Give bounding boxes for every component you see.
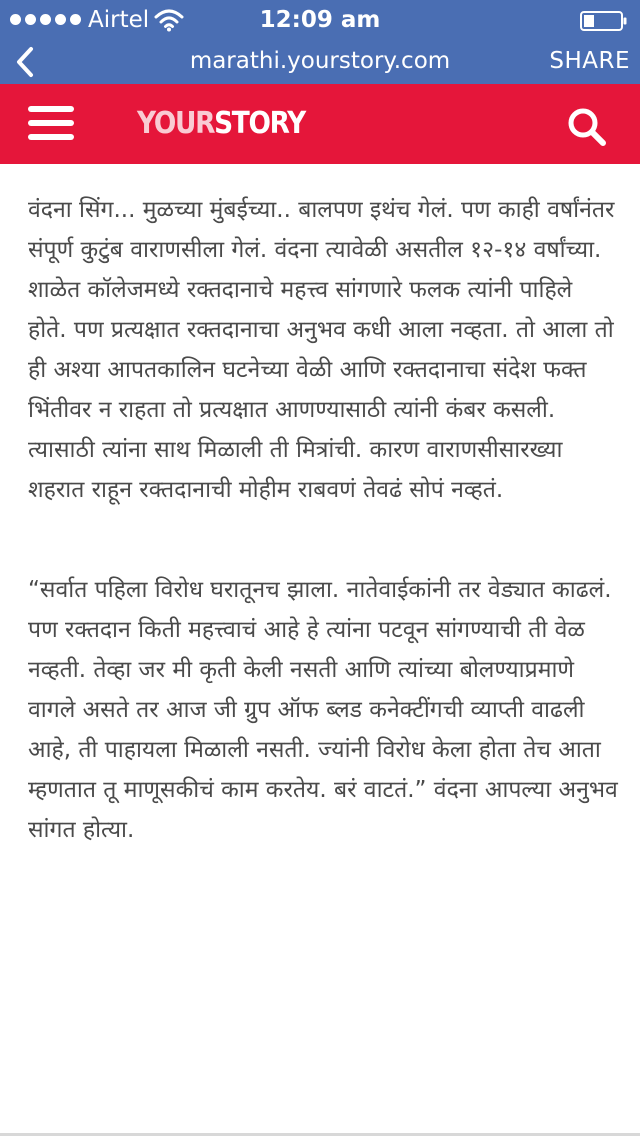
status-time: 12:09 am	[259, 7, 381, 33]
article-body	[28, 190, 618, 910]
article-paragraph-2: “सर्वात पहिला विरोध घरातूनच झाला. नातेवाईकांनी तर वेड्यात काढलं. पण रक्तदान किती महत्त्वाचं आहे हे त्यांना पटवून सांगण्याची ती वेळ नव्हती. तेव्हा जर मी कृती केली नसती आणि त्यांच्या बोलण्याप्रमाणे वागले असते तर आज जी ग्रुप ऑफ ब्लड कनेक्टींगची व्याप्ती वाढली आहे, ती पाहायला मिळाली नसती. ज्यांनी विरोध केला होता तेच आता म्हणतात तू माणूसकीचं काम करतेय. बरं वाटतं.” वंदना आपल्या अनुभव सांगत होत्या.	[28, 577, 618, 843]
browser-chrome	[0, 0, 640, 84]
browser-navbar	[0, 40, 640, 84]
article-paragraph-1: वंदना सिंग... मुळच्या मुंबईच्या.. बालपण इथंच गेलं. पण काही वर्षांनंतर संपूर्ण कुटुंब वाराणसीला गेलं. वंदना त्यावेळी असतील १२-१४ वर्षांच्या. शाळेत कॉलेजमध्ये रक्तदानाचे महत्त्व सांगणारे फलक त्यांनी पाहिले होते. पण प्रत्यक्षात रक्तदानाचा अनुभव कधी आला नव्हता. तो आला तो ही अश्या आपतकालिन घटनेच्या वेळी आणि रक्तदानाचा संदेश फक्त भिंतीवर न राहता तो प्रत्यक्षात आणण्यासाठी त्यांनी कंबर कसली. त्यासाठी त्यांना साथ मिळाली ती मित्रांची. कारण वाराणसीसारख्या शहरात राहून रक्तदानाची मोहीम राबवणं तेवढं सोपं नव्हतं.	[28, 197, 615, 503]
site-header	[0, 84, 640, 164]
carrier-name: Airtel	[88, 7, 150, 33]
yourstory-logo[interactable]: YOURSTORY	[137, 106, 305, 141]
search-icon[interactable]	[566, 106, 608, 148]
status-bar	[0, 0, 640, 40]
hamburger-menu-icon[interactable]	[28, 106, 76, 144]
battery-icon	[580, 11, 628, 31]
share-button[interactable]: SHARE	[549, 48, 630, 74]
url-display[interactable]: marathi.yourstory.com	[189, 48, 451, 74]
